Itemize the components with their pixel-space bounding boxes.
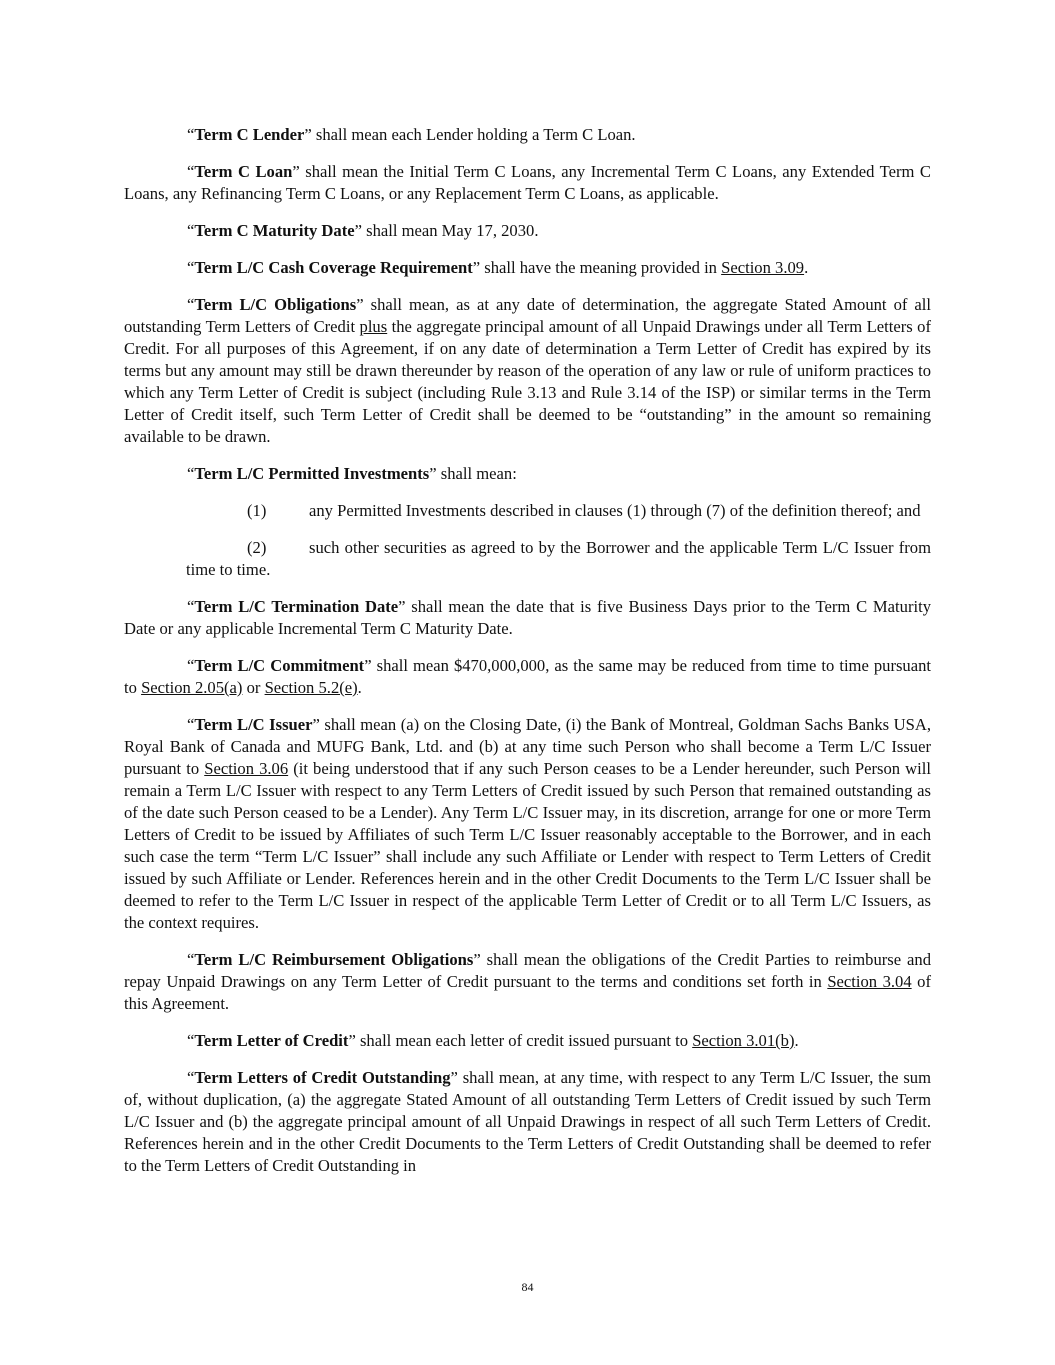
defined-term: Term L/C Issuer (194, 715, 313, 734)
defined-term: Term C Loan (194, 162, 293, 181)
definition-text: ” shall mean the obligations of the Credit Parties to reimburse and repay Unpaid Drawings on any Term Letter of Credit pursuant to the terms and conditions set forth in (124, 950, 931, 991)
clause-number: (2) (247, 538, 267, 557)
defined-term: Term L/C Permitted Investments (194, 464, 430, 483)
definition-term-lc-reimbursement-obligations: “Term L/C Reimbursement Obligations” shall mean the obligations of the Credit Parties to reimburse and repay Unpaid Drawings on any Term Letter of Credit pursuant to the terms and conditions set forth in Section 3.04 of this Agreement. (124, 950, 931, 1013)
document-page (124, 124, 931, 1177)
definition-text-end: . (804, 258, 809, 277)
definition-term-lc-cash-coverage-requirement: “Term L/C Cash Coverage Requirement” shall have the meaning provided in Section 3.09. (187, 258, 809, 277)
defined-term: Term L/C Reimbursement Obligations (194, 950, 474, 969)
definition-text: ” shall mean $470,000,000, as the same may be reduced from time to time pursuant to (124, 656, 932, 697)
definition-term-c-loan: “Term C Loan” shall mean the Initial Term C Loans, any Incremental Term C Loans, any Extended Term C Loans, any Refinancing Term C Loans, or any Replacement Term C Loans, as applicable. (124, 162, 931, 203)
defined-term: Term L/C Commitment (194, 656, 365, 675)
definition-term-lc-issuer: “Term L/C Issuer” shall mean (a) on the Closing Date, (i) the Bank of Montreal, Goldman Sachs Banks USA, Royal Bank of Canada and MUFG Bank, Ltd. and (b) at any time such Person who shall become a Term L/C Issuer pursuant to Section 3.06 (it being understood that if any such Person ceases to be a Lender hereunder, such Person will remain a Term L/C Issuer with respect to any Term Letters of Credit issued by such Person that remained outstanding as of the date such Person ceased to be a Lender). Any Term L/C Issuer may, in its discretion, arrange for one or more Term Letters of Credit to be issued by Affiliates of such Term L/C Issuer reasonably acceptable to the Borrower, and in each such case the term “Term L/C Issuer” shall include any such Affiliate or Lender with respect to Term Letters of Credit issued by such Affiliate or Lender. References herein and in the other Credit Documents to the Term L/C Issuer shall be deemed to refer to the Term L/C Issuer in respect of the applicable Term Letter of Credit or to all Term L/C Issuers, as the context requires. (124, 715, 931, 932)
definition-term-lc-obligations: “Term L/C Obligations” shall mean, as at any date of determination, the aggregate Stated Amount of all outstanding Term Letters of Credit plus the aggregate principal amount of all Unpaid Drawings under all Term Letters of Credit. For all purposes of this Agreement, if on any date of determination a Term Letter of Credit has expired by its terms but any amount may still be drawn thereunder by reason of the operation of any law or rule of uniform practices to which any Term Letter of Credit is subject (including Rule 3.13 and Rule 3.14 of the ISP) or similar terms in the Term Letter of Credit itself, such Term Letter of Credit shall be deemed to be “outstanding” in the amount so remaining available to be drawn. (124, 295, 931, 446)
definition-text-end: (it being understood that if any such Person ceases to be a Lender hereunder, such Person will remain a Term L/C Issuer with respect to any Term Letters of Credit issued by such Person that remained outstanding as of the date such Person ceased to be a Lender). Any Term L/C Issuer may, in its discretion, arrange for one or more Term Letters of Credit to be issued by Affiliates of such Term L/C Issuer reasonably acceptable to the Borrower, and in each such case the term “Term L/C Issuer” shall include any such Affiliate or Lender with respect to Term Letters of Credit issued by such Affiliate or Lender. References herein and in the other Credit Documents to the Term L/C Issuer shall be deemed to refer to the Term L/C Issuer in respect of the applicable Term Letter of Credit or to all Term L/C Issuers, as the context requires. (124, 759, 931, 932)
definition-term-c-maturity-date: “Term C Maturity Date” shall mean May 17, 2030. (187, 221, 539, 240)
definition-text-end: the aggregate principal amount of all Unpaid Drawings under all Term Letters of Credit. For all purposes of this Agreement, if on any date of determination a Term Letter of Credit has expired by its terms but any amount may still be drawn thereunder by reason of the operation of any law or rule of uniform practices to which any Term Letter of Credit is subject (including Rule 3.13 and Rule 3.14 of the ISP) or similar terms in the Term Letter of Credit itself, such Term Letter of Credit shall be deemed to be “outstanding” in the amount so remaining available to be drawn. (124, 317, 931, 446)
defined-term: Term C Lender (194, 125, 305, 144)
clause-2 (186, 537, 931, 581)
section-reference: Section 3.01(b) (692, 1031, 795, 1050)
definition-term-lc-commitment: “Term L/C Commitment” shall mean $470,000,000, as the same may be reduced from time to time pursuant to Section 2.05(a) or Section 5.2(e). (124, 656, 932, 697)
definition-text-end: of this Agreement. (124, 972, 931, 1013)
defined-term: Term Letters of Credit Outstanding (194, 1068, 451, 1087)
definition-term-letter-of-credit: “Term Letter of Credit” shall mean each letter of credit issued pursuant to Section 3.01(b). (187, 1031, 799, 1050)
clause-1 (186, 500, 931, 522)
definition-term-c-lender: “Term C Lender” shall mean each Lender holding a Term C Loan. (187, 125, 636, 144)
section-reference: Section 5.2(e) (264, 678, 358, 697)
definition-text: ” shall mean May 17, 2030. (354, 221, 539, 240)
page-number: 84 (521, 1280, 534, 1294)
definition-text: ” shall mean each Lender holding a Term C Loan. (304, 125, 636, 144)
definition-term-lc-termination-date: “Term L/C Termination Date” shall mean the date that is five Business Days prior to the Term C Maturity Date or any applicable Incremental Term C Maturity Date. (124, 597, 931, 638)
definition-term-letters-of-credit-outstanding: “Term Letters of Credit Outstanding” shall mean, at any time, with respect to any Term L/C Issuer, the sum of, without duplication, (a) the aggregate Stated Amount of all outstanding Term Letters of Credit issued by such Term L/C Issuer and (b) the aggregate principal amount of all Unpaid Drawings in respect of all such Term Letters of Credit. References herein and in the other Credit Documents to the Term Letters of Credit Outstanding shall be deemed to refer to the Term Letters of Credit Outstanding in (124, 1068, 931, 1175)
definition-text: ” shall mean the date that is five Business Days prior to the Term C Maturity Date or any applicable Incremental Term C Maturity Date. (124, 597, 931, 638)
definition-text-mid: or (242, 678, 265, 697)
clause-number: (1) (247, 501, 267, 520)
section-reference: Section 3.04 (827, 972, 912, 991)
definition-text: ” shall mean the Initial Term C Loans, any Incremental Term C Loans, any Extended Term C Loans, any Refinancing Term C Loans, or any Replacement Term C Loans, as applicable. (124, 162, 931, 203)
definition-text: ” shall mean, as at any date of determination, the aggregate Stated Amount of all outstanding Term Letters of Credit (124, 295, 931, 336)
section-reference: Section 3.06 (204, 759, 289, 778)
defined-term: Term L/C Termination Date (194, 597, 399, 616)
definition-text: ” shall mean each letter of credit issued pursuant to (348, 1031, 693, 1050)
definition-text: ” shall mean, at any time, with respect to any Term L/C Issuer, the sum of, without duplication, (a) the aggregate Stated Amount of all outstanding Term Letters of Credit issued by such Term L/C Issuer and (b) the aggregate principal amount of all Unpaid Drawings in respect of all such Term Letters of Credit. References herein and in the other Credit Documents to the Term Letters of Credit Outstanding shall be deemed to refer to the Term Letters of Credit Outstanding in (124, 1068, 931, 1175)
clause-text: such other securities as agreed to by the Borrower and the applicable Term L/C Issuer from time to time. (186, 538, 931, 579)
definition-text: ” shall mean (a) on the Closing Date, (i) the Bank of Montreal, Goldman Sachs Banks USA, Royal Bank of Canada and MUFG Bank, Ltd. and (b) at any time such Person who shall become a Term L/C Issuer pursuant to (124, 715, 931, 778)
definition-text: ” shall mean: (429, 464, 517, 483)
definition-text-end: . (794, 1031, 799, 1050)
defined-term: Term Letter of Credit (194, 1031, 349, 1050)
defined-term: Term C Maturity Date (194, 221, 355, 240)
section-reference: Section 2.05(a) (141, 678, 243, 697)
definition-text: ” shall have the meaning provided in (472, 258, 722, 277)
underlined-word: plus (359, 317, 388, 336)
clause-text: any Permitted Investments described in clauses (1) through (7) of the definition thereof; and (309, 501, 921, 520)
definition-text-end: . (357, 678, 362, 697)
defined-term: Term L/C Cash Coverage Requirement (194, 258, 473, 277)
section-reference: Section 3.09 (721, 258, 805, 277)
definition-term-lc-permitted-investments: “Term L/C Permitted Investments” shall mean: (187, 464, 517, 483)
defined-term: Term L/C Obligations (194, 295, 357, 314)
